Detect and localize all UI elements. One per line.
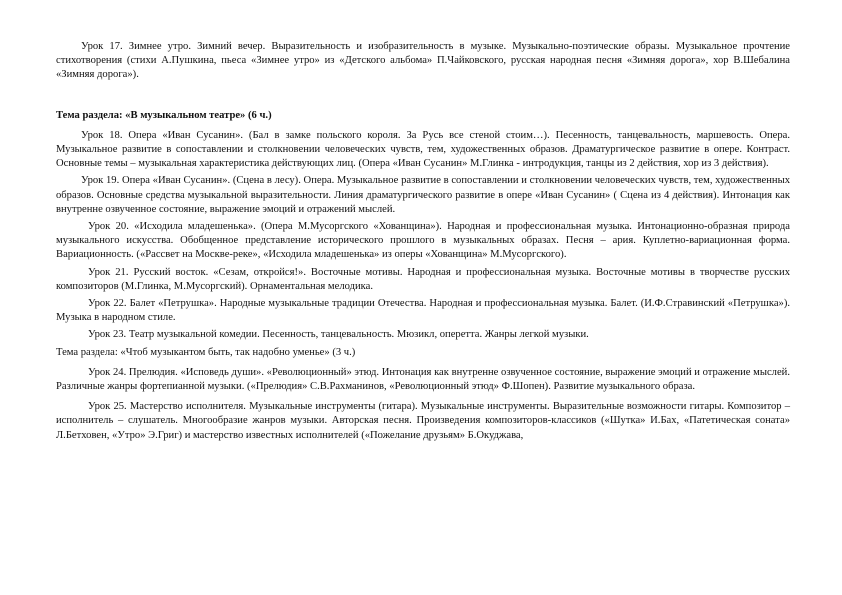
- lesson-18-paragraph: Урок 18. Опера «Иван Сусанин». (Бал в замке польского короля. За Русь все стеной стоим…). Песенность, танцевальность, маршевость. Опера. Музыкальное развитие в сопоставлении и столкновении человеческих чувств, тем, художественных образов. Драматургическое развитие в опере. Контраст. Основные темы – музыкальная характеристика действующих лиц. (Опера «Иван Сусанин» М.Глинка - интродукция, танцы из 2 действия, хор из 3 действия).: [56, 129, 790, 170]
- section-heading-musician: Тема раздела: «Чтоб музыкантом быть, так надобно уменье» (3 ч.): [56, 346, 356, 358]
- lesson-24-paragraph: Урок 24. Прелюдия. «Исповедь души». «Революционный» этюд. Интонация как внутренне озвученное состояние, выражение эмоций и отражение мыслей. Различные жанры фортепианной музыки. («Прелюдия» С.В.Рахманинов, «Революционный этюд» Ф.Шопен). Развитие музыкального образа.: [56, 366, 790, 393]
- document-body: [56, 40, 790, 443]
- lesson-25-paragraph: Урок 25. Мастерство исполнителя. Музыкальные инструменты (гитара). Музыкальные инструменты. Выразительные возможности гитары. Композитор – исполнитель – слушатель. Многообразие жанров музыки. Авторская песня. Произведения композиторов-классиков («Шутка» И.Бах, «Патетическая соната» Л.Бетховен, «Утро» Э.Григ) и мастерство известных исполнителей («Пожелание друзьям» Б.Окуджава,: [56, 401, 790, 441]
- lesson-21-paragraph: Урок 21. Русский восток. «Сезам, откройся!». Восточные мотивы. Народная и профессиональная музыка. Восточные мотивы в творчестве русских композиторов (М.Глинка, М.Мусоргский). Орнаментальная мелодика.: [56, 266, 790, 292]
- lesson-22-paragraph: Урок 22. Балет «Петрушка». Народные музыкальные традиции Отечества. Народная и профессиональная музыка. Балет. (И.Ф.Стравинский «Петрушка»). Музыка в народном стиле.: [56, 298, 790, 324]
- lesson-20-paragraph: Урок 20. «Исходила младешенька». (Опера М.Мусоргского «Хованщина»). Народная и профессиональная музыка. Интонационно-образная природа музыкального искусства. Обобщенное представление исторического прошлого в музыкальных образах. Песня – ария. Куплетно-вариационная форма. Вариационность. («Рассвет на Москве-реке», «Исходила младешенька» из оперы «Хованщина» М.Мусоргского).: [56, 221, 790, 261]
- spacer: [56, 83, 790, 109]
- lesson-19-paragraph: Урок 19. Опера «Иван Сусанин». (Сцена в лесу). Опера. Музыкальное развитие в сопоставлении и столкновении человеческих чувств, тем, художественных образов. Основные средства музыкальной выразительности. Линия драматургического развитие в опере «Иван Сусанин» ( Сцена из 4 действия). Интонация как внутренне озвученное состояние, выражение эмоций и отражений мыслей.: [56, 175, 790, 215]
- section-heading-music-theatre: Тема раздела: «В музыкальном театре» (6 ч.): [56, 109, 272, 121]
- lesson-23-paragraph: Урок 23. Театр музыкальной комедии. Песенность, танцевальность. Мюзикл, оперетта. Жанры легкой музыки.: [88, 329, 589, 341]
- lesson-17-paragraph: Урок 17. Зимнее утро. Зимний вечер. Выразительность и изобразительность в музыке. Музыкально-поэтические образы. Музыкальное прочтение стихотворения (стихи А.Пушкина, пьеса «Зимнее утро» из «Детского альбома» П.Чайковского, русская народная песня «Зимняя дорога», хор В.Шебалина «Зимняя дорога»).: [56, 41, 790, 81]
